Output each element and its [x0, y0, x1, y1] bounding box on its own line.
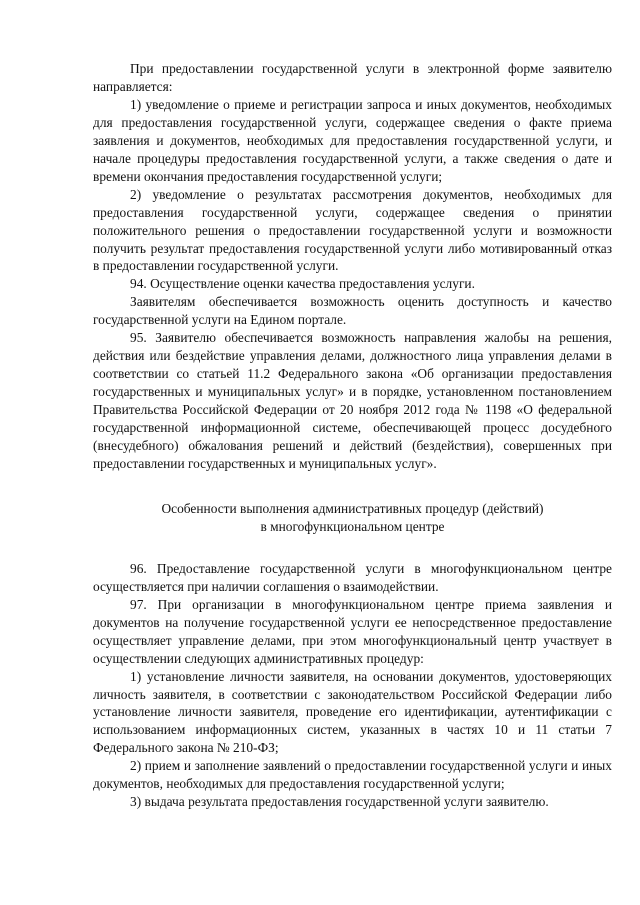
- document-page: [93, 60, 612, 811]
- paragraph-item-94: 94. Осуществление оценки качества предоставления услуги.: [130, 276, 475, 292]
- paragraph-notification-results: 2) уведомление о результатах рассмотрения документов, необходимых для предоставления государственной услуги, содержащее сведения о принятии положительного решения о предоставлении государственной услуги и возможности получить результат предоставления государственной услуги либо мотивированный отказ в предоставлении государственной услуги.: [93, 186, 612, 274]
- paragraph-notification-receipt: 1) уведомление о приеме и регистрации запроса и иных документов, необходимых для предоставления государственной услуги, содержащее сведения о факте приема заявления и документов, необходимых для предоставления государственной услуги, и начале процедуры предоставления государственной услуги, а также сведения о дате и времени окончания предоставления государственной услуги;: [93, 96, 612, 184]
- paragraph-electronic-form-intro: При предоставлении государственной услуги в электронной форме заявителю направляется:: [93, 61, 612, 94]
- paragraph-item-97: 97. При организации в многофункциональном центре приема заявления и документов на получение государственной услуги ее непосредственное предоставление осуществляет управление делами, при этом многофункциональный центр участвует в осуществлении следующих административных процедур:: [93, 596, 612, 666]
- paragraph-item-95: 95. Заявителю обеспечивается возможность направления жалобы на решения, действия или бездействие управления делами, должностного лица управления делами в соответствии со статьей 11.2 Федерального закона «Об организации предоставления государственных и муниципальных услуг» и в порядке, установленном постановлением Правительства Российской Федерации от 20 ноября 2012 года № 1198 «О федеральной государственной информационной системе, обеспечивающей процесс досудебного (внесудебного) обжалования решений и действий (бездействия), совершенных при предоставлении государственных и муниципальных услуг».: [93, 330, 612, 471]
- section-heading: [93, 500, 612, 536]
- paragraph-item-96: 96. Предоставление государственной услуги в многофункциональном центре осуществляется при наличии соглашения о взаимодействии.: [93, 560, 612, 594]
- paragraph-application-intake: 2) прием и заполнение заявлений о предоставлении государственной услуги и иных документов, необходимых для предоставления государственной услуги;: [93, 758, 612, 792]
- paragraph-identity-verification: 1) установление личности заявителя, на основании документов, удостоверяющих личность заявителя, в соответствии с законодательством Российской Федерации либо установление личности заявителя, проведение его идентификации, аутентификации с использованием информационных систем, указанных в частях 10 и 11 статьи 7 Федерального закона № 210-ФЗ;: [93, 668, 612, 756]
- section-heading-line-2: в многофункциональном центре: [260, 518, 445, 534]
- paragraph-result-issuance: 3) выдача результата предоставления государственной услуги заявителю.: [130, 794, 549, 810]
- section-heading-line-1: Особенности выполнения административных процедур (действий): [161, 500, 544, 516]
- paragraph-quality-assessment: Заявителям обеспечивается возможность оценить доступность и качество государственной услуги на Едином портале.: [93, 294, 612, 328]
